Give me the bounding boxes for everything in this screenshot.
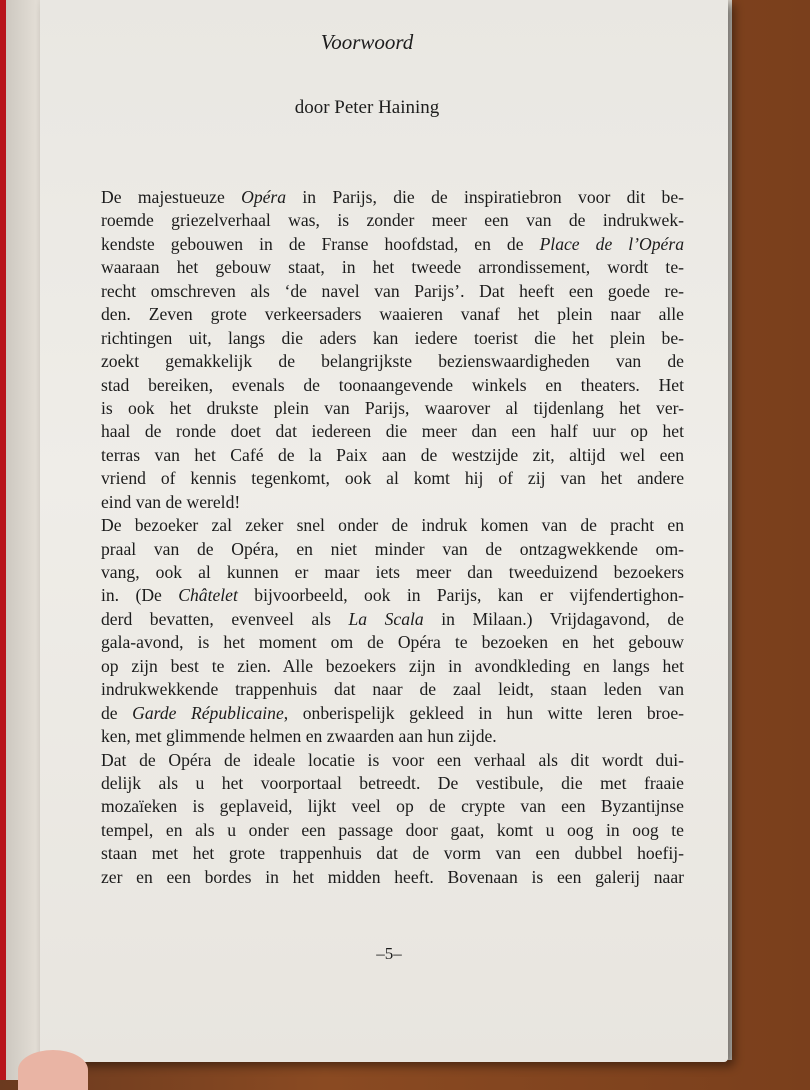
italic-term: Garde Républicaine: [132, 702, 284, 723]
text-line: [101, 819, 684, 842]
text-segment: delijk als u het voorportaal betreedt. De vestibule, die met fraaie: [101, 772, 684, 793]
text-segment: bijvoorbeeld, ook in Parijs, kan er vijfendertighon-: [237, 585, 684, 606]
text-segment: Dat de Opéra de ideale locatie is voor een verhaal als dit wordt dui-: [101, 749, 684, 770]
text-segment: stad bereiken, evenals de toonaangevende winkels en theaters. Het: [101, 374, 684, 395]
text-line: [101, 584, 684, 607]
text-segment: roemde griezelverhaal was, is zonder meer een van de indrukwek-: [101, 210, 684, 231]
text-line: [101, 186, 684, 209]
text-segment: op zijn best te zien. Alle bezoekers zijn in avondkleding en langs het: [101, 655, 684, 676]
text-line: [101, 350, 684, 373]
text-line: [101, 303, 684, 326]
text-segment: staan met het grote trappenhuis dat de vorm van een dubbel hoefij-: [101, 843, 684, 864]
text-line: [101, 725, 684, 748]
text-segment: indrukwekkende trappenhuis dat naar de zaal leidt, staan leden van: [101, 679, 684, 700]
page-number: –5–: [376, 944, 402, 963]
text-line: [101, 772, 684, 795]
text-segment: de: [101, 702, 133, 723]
text-segment: richtingen uit, langs die aders kan iedere toerist die het plein be-: [101, 327, 684, 348]
cover-red-stripe: [0, 0, 6, 1080]
italic-term: Place de l’Opéra: [539, 233, 684, 254]
text-line: [101, 467, 684, 490]
text-line: [101, 209, 684, 232]
text-line: [101, 538, 684, 561]
text-segment: in Parijs, die de inspiratiebron voor dit be-: [286, 187, 684, 207]
text-segment: in. (De: [101, 585, 179, 606]
text-line: [101, 327, 684, 350]
text-segment: praal van de Opéra, en niet minder van de ontzagwekkende om-: [101, 538, 684, 559]
text-line: [101, 444, 684, 467]
text-segment: terras van het Café de la Paix aan de westzijde zit, altijd wel een: [101, 444, 684, 465]
text-line: [101, 795, 684, 818]
text-segment: recht omschreven als ‘de navel van Parijs’. Dat heeft een goede re-: [101, 280, 684, 301]
text-line: [101, 397, 684, 420]
text-segment: tempel, en als u onder een passage door gaat, komt u oog in oog te: [101, 819, 684, 840]
text-segment: is ook het drukste plein van Parijs, waarover al tijdenlang het ver-: [101, 397, 684, 418]
text-segment: De majestueuze: [101, 187, 242, 207]
text-segment: zer en een bordes in het midden heeft. Bovenaan is een galerij naar: [101, 866, 684, 887]
italic-term: La Scala: [348, 608, 424, 629]
text-segment: vang, ook al kunnen er maar iets meer dan tweeduizend bezoekers: [101, 562, 684, 582]
text-segment: kendste gebouwen in de Franse hoofdstad, en de: [101, 233, 540, 254]
text-line: [101, 374, 684, 397]
text-line: [101, 702, 684, 725]
text-segment: eind van de wereld!: [101, 491, 241, 512]
text-segment: derd bevatten, evenveel als: [101, 608, 349, 629]
text-line: [101, 256, 684, 279]
text-segment: , onberispelijk gekleed in hun witte leren broe-: [283, 702, 684, 723]
text-line: [101, 233, 684, 256]
text-segment: vriend of kennis tegenkomt, ook al komt hij of zij van het andere: [101, 468, 684, 489]
thumb: [18, 1050, 88, 1090]
text-line: [101, 420, 684, 443]
text-line: [101, 749, 684, 772]
chapter-title: Voorwoord: [320, 30, 414, 54]
text-segment: gala-avond, is het moment om de Opéra te bezoeken en het gebouw: [101, 632, 684, 653]
text-segment: De bezoeker zal zeker snel onder de indruk komen van de pracht en: [101, 515, 684, 536]
text-segment: haal de ronde doet dat iedereen die meer dan een half uur op het: [101, 421, 684, 442]
text-line: [101, 491, 684, 514]
italic-term: Opéra: [241, 187, 287, 207]
text-segment: zoekt gemakkelijk de belangrijkste bezienswaardigheden van de: [101, 351, 684, 372]
text-segment: mozaïeken is geplaveid, lijkt veel op de crypte van een Byzantijnse: [101, 796, 684, 817]
italic-term: Châtelet: [178, 585, 238, 606]
text-segment: den. Zeven grote verkeersaders waaieren vanaf het plein naar alle: [101, 304, 684, 325]
text-line: [101, 280, 684, 303]
text-line: [101, 842, 684, 865]
text-line: [101, 866, 684, 889]
body-text: [101, 186, 684, 889]
text-line: [101, 655, 684, 678]
text-line: [101, 608, 684, 631]
text-segment: ken, met glimmende helmen en zwaarden aan hun zijde.: [101, 726, 497, 747]
text-line: [101, 514, 684, 537]
text-line: [101, 631, 684, 654]
chapter-author: door Peter Haining: [294, 97, 440, 118]
text-segment: in Milaan.) Vrijdagavond, de: [423, 608, 684, 629]
text-line: [101, 678, 684, 701]
text-line: [101, 561, 684, 584]
text-segment: waaraan het gebouw staat, in het tweede arrondissement, wordt te-: [101, 257, 684, 278]
